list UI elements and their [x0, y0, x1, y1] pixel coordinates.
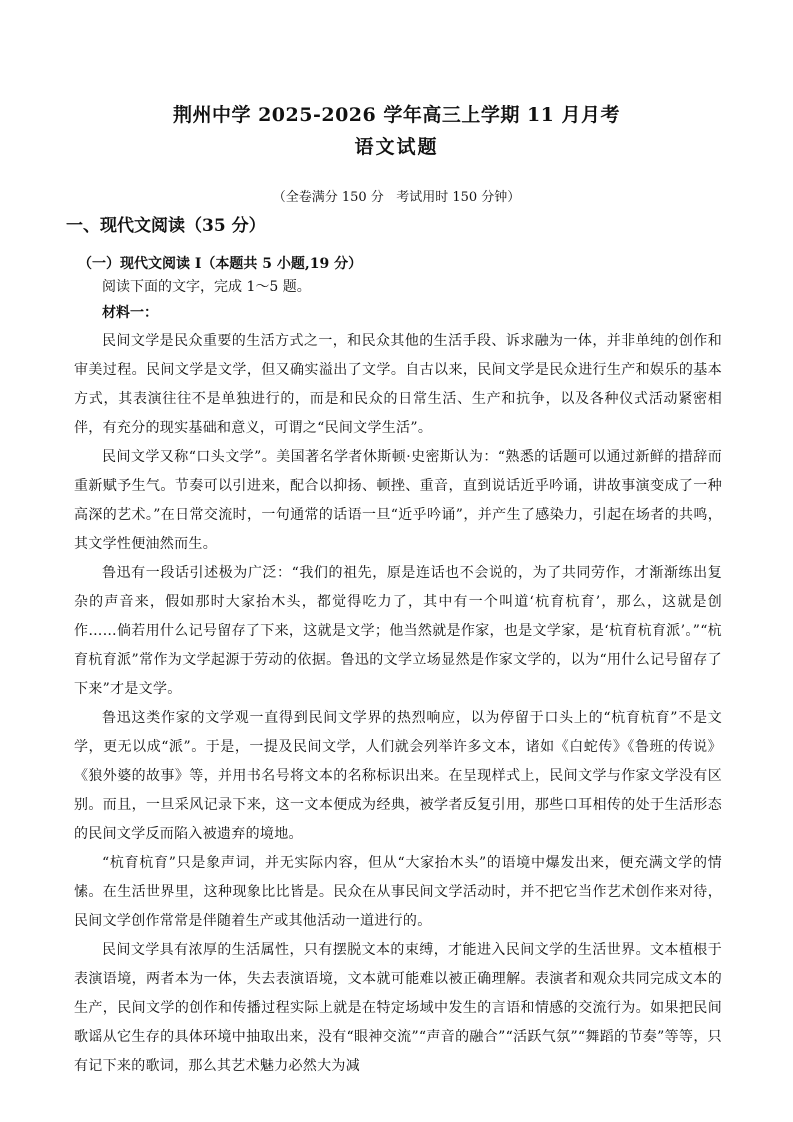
paragraph: 民间文学是民众重要的生活方式之一，和民众其他的生活手段、诉求融为一体，并非单纯的创作和审美过程。民间文学是文学，但又确实溢出了文学。自古以来，民间文学是民众进行生产和娱乐的基本方式，其表演往往不是单独进行的，而是和民众的日常生活、生产和抗争，以及各种仪式活动紧密相伴，有充分的现实基础和意义，可谓之“民间文学生活”。 — [74, 333, 722, 436]
subsection-heading: （一）现代文阅读 I（本题共 5 小题,19 分） — [78, 256, 363, 272]
paragraph: 鲁迅有一段话引述极为广泛：“我们的祖先，原是连话也不会说的，为了共同劳作，才渐渐练出复杂的声音来，假如那时大家抬木头，都觉得吃力了，其中有一个叫道‘杭育杭育’，那么，这就是创作……倘若用什么记号留存了下来，这就是文学；他当然就是作家，也是文学家，是‘杭育杭育派’。”“杭育杭育派”常作为文学起源于劳动的依据。鲁迅的文学立场显然是作家文学的，以为“用什么记号留存了下来”才是文学。 — [74, 565, 722, 697]
paragraph: 鲁迅这类作家的文学观一直得到民间文学界的热烈响应，以为停留于口头上的“杭育杭育”不是文学，更无以成“派”。于是，一提及民间文学，人们就会列举许多文本，诸如《白蛇传》《鲁班的传说》《狼外婆的故事》等，并用书名号将文本的名称标识出来。在呈现样式上，民间文学与作家文学没有区别。而且，一旦采风记录下来，这一文本便成为经典，被学者反复引用，那些口耳相传的处于生活形态的民间文学反而陷入被遗弃的境地。 — [74, 710, 722, 842]
material-label: 材料一： — [102, 305, 158, 321]
exam-title: 荆州中学 2025-2026 学年高三上学期 11 月月考 — [172, 104, 621, 126]
paragraph: 民间文学又称“口头文学”。美国著名学者休斯顿·史密斯认为：“熟悉的话题可以通过新鲜的措辞而重新赋予生气。节奏可以引进来，配合以抑扬、顿挫、重音，直到说话近乎吟诵，讲故事演变成了一种高深的艺术。”在日常交流时，一句通常的话语一旦“近乎吟诵”，并产生了感染力，引起在场者的共鸣，其文学性便油然而生。 — [74, 449, 722, 552]
exam-subtitle: 语文试题 — [354, 136, 439, 158]
instruction-text: 阅读下面的文字，完成 1～5 题。 — [102, 279, 311, 295]
section-heading: 一、现代文阅读（35 分） — [66, 216, 266, 236]
paragraph: “杭育杭育”只是象声词，并无实际内容，但从“大家抬木头”的语境中爆发出来，便充满文学的情愫。在生活世界里，这种现象比比皆是。民众在从事民间文学活动时，并不把它当作艺术创作来对待，民间文学创作常常是伴随着生产或其他活动一道进行的。 — [74, 855, 722, 929]
article-body — [74, 327, 722, 1081]
exam-meta: （全卷满分 150 分 考试用时 150 分钟） — [272, 190, 521, 205]
paragraph: 民间文学具有浓厚的生活属性，只有摆脱文本的束缚，才能进入民间文学的生活世界。文本植根于表演语境，两者本为一体，失去表演语境，文本就可能难以被正确理解。表演者和观众共同完成文本的生产，民间文学的创作和传播过程实际上就是在特定场域中发生的言语和情感的交流行为。如果把民间歌谣从它生存的具体环境中抽取出来，没有“眼神交流”“声音的融合”“活跃气氛”“舞蹈的节奏”等等，只有记下来的歌词，那么其艺术魅力必然大为减 — [74, 942, 722, 1074]
